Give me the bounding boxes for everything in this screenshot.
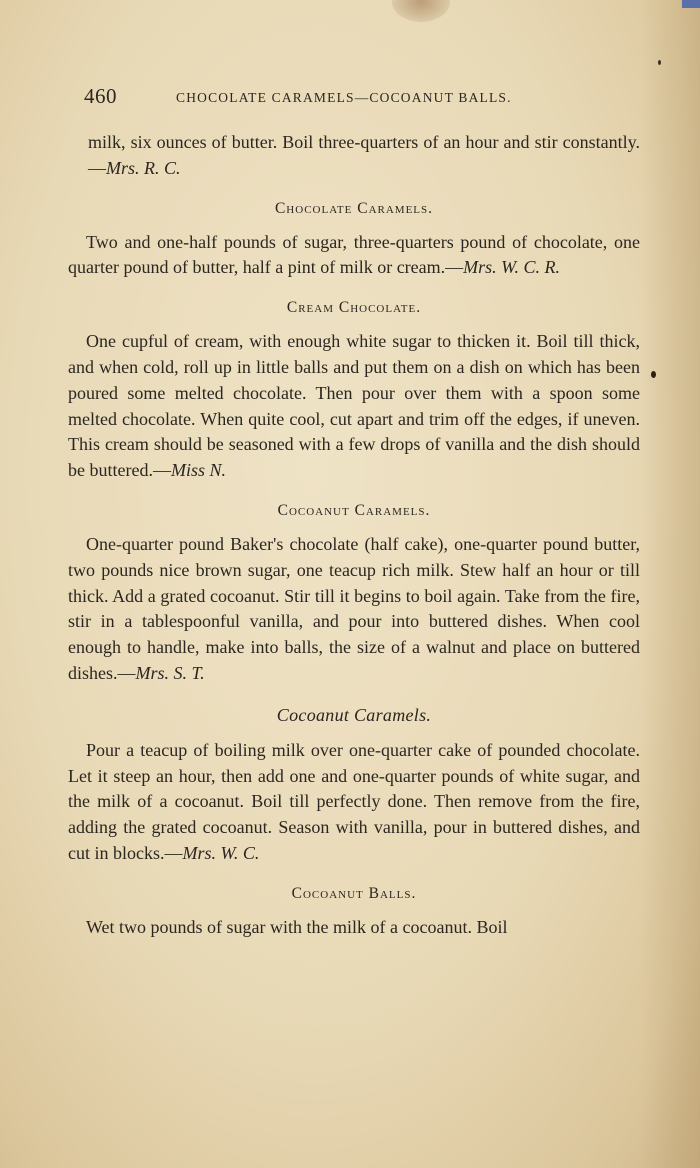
recipe-paragraph [68,532,640,687]
page-corner-mark [682,0,700,8]
signature: Mrs. W. C. R. [463,257,561,278]
recipe-paragraph [68,329,640,484]
continued-paragraph [68,130,640,182]
signature: Miss N. [170,460,226,481]
recipe-heading-cocoanut-caramels-italic: Cocoanut Caramels. [276,704,432,725]
running-head-title: CHOCOLATE CARAMELS—COCOANUT BALLS. [176,90,512,105]
recipe-heading-cream-chocolate: Cream Chocolate. [286,299,422,317]
recipe-heading-chocolate-caramels: Chocolate Caramels. [274,199,434,217]
page-stain [392,0,450,22]
ink-spot-small [658,60,661,65]
page-edge-shadow [640,0,700,1168]
page-number: 460 [84,84,117,108]
recipe-paragraph [68,230,640,282]
recipe-paragraph [68,738,640,867]
recipe-heading-cocoanut-balls: Cocoanut Balls. [291,884,417,902]
paragraph-text: One cupful of cream, with enough white sugar to thicken it. Boil till thick, and when cold, roll up in little balls and put them on a dish on which has been poured some melted chocolate. Then pour over them with a spoon some melted chocolate. When quite cool, cut apart and trim off the edges, if uneven. This cream should be seasoned with a few drops of vanilla and the dish should be buttered.— [68,331,640,481]
page-body [68,130,640,941]
ink-spot [651,371,656,378]
paragraph-text: Wet two pounds of sugar with the milk of a cocoanut. Boil [86,916,508,937]
signature: Mrs. W. C. [182,842,260,863]
paragraph-text: milk, six ounces of butter. Boil three-quarters of an hour and stir constantly.— [88,132,640,178]
paragraph-text: Pour a teacup of boiling milk over one-quarter cake of pounded chocolate. Let it steep an hour, then add one and one-quarter pounds of white sugar, and the milk of a cocoanut. Boil till perfectly done. Then remove from the fire, adding the grated cocoanut. Season with vanilla, pour in buttered dishes, and cut in blocks.— [68,739,640,863]
running-head [84,84,654,110]
paragraph-text: One-quarter pound Baker's chocolate (half cake), one-quarter pound butter, two pounds nice brown sugar, one teacup rich milk. Stew half an hour or till thick. Add a grated cocoanut. Stir till it begins to boil again. Take from the fire, stir in a tablespoonful vanilla, and pour into buttered dishes. When cool enough to handle, make into balls, the size of a walnut and place on buttered dishes.— [68,533,640,683]
recipe-heading-cocoanut-caramels: Cocoanut Caramels. [277,501,431,519]
signature: Mrs. R. C. [106,157,181,178]
signature: Mrs. S. T. [135,662,205,683]
paragraph-text: Two and one-half pounds of sugar, three-quarters pound of chocolate, one quarter pound of butter, half a pint of milk or cream.— [68,231,640,278]
recipe-paragraph [68,915,640,941]
